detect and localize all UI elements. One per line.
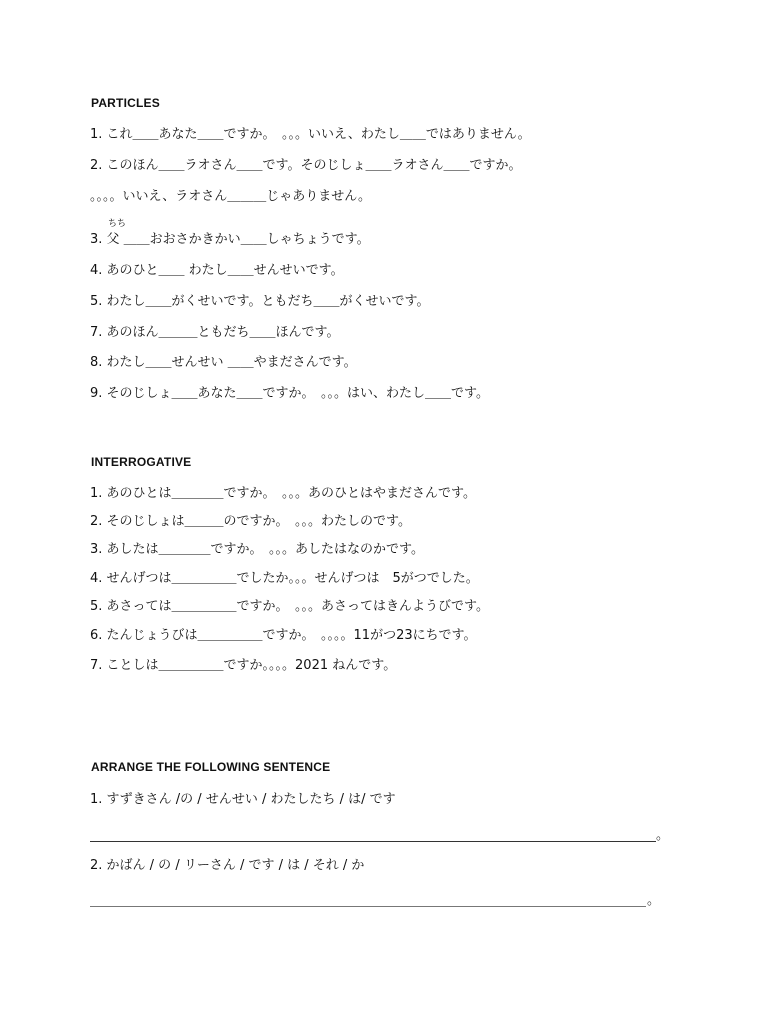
interrogative-heading: INTERROGATIVE bbox=[91, 455, 192, 469]
particles-question-7: 7. あのほん＿＿＿ともだち＿＿ほんです。 bbox=[90, 325, 340, 340]
interrogative-question-7: 7. ことしは＿＿＿＿＿ですか。。。。2021 ねんです。 bbox=[90, 658, 397, 673]
particles-question-5: 5. わたし＿＿がくせいです。ともだち＿＿がくせいです。 bbox=[90, 294, 430, 309]
arrange-item-2-period: 。 bbox=[647, 893, 661, 908]
arrange-item-1: 1. すずきさん /の / せんせい / わたしたち / は/ です bbox=[90, 792, 396, 807]
particles-question-9: 9. そのじしょ＿＿あなた＿＿ですか。 。。。はい、わたし＿＿です。 bbox=[90, 386, 489, 401]
particles-question-1: 1. これ＿＿あなた＿＿ですか。 。。。いいえ、わたし＿＿ではありません。 bbox=[90, 127, 531, 142]
interrogative-question-5: 5. あさっては＿＿＿＿＿ですか。 。。。あさってはきんようびです。 bbox=[90, 599, 489, 614]
interrogative-question-3: 3. あしたは＿＿＿＿ですか。 。。。あしたはなのかです。 bbox=[90, 542, 424, 557]
arrange-item-1-period: 。 bbox=[656, 828, 670, 843]
particles-question-3: 3. 父 ＿＿おおさかきかい＿＿しゃちょうです。 bbox=[90, 232, 370, 247]
particles-question-8: 8. わたし＿＿せんせい ＿＿やまださんです。 bbox=[90, 355, 357, 370]
particles-heading: PARTICLES bbox=[91, 96, 160, 110]
furigana-chichi: ちち bbox=[108, 219, 127, 229]
interrogative-question-6: 6. たんじょうびは＿＿＿＿＿ですか。 。。。。11がつ23にちです。 bbox=[90, 628, 477, 643]
arrange-answer-line-2 bbox=[90, 906, 646, 907]
particles-question-2-answer: 。。。。いいえ、ラオさん＿＿＿じゃありません。 bbox=[90, 189, 372, 204]
interrogative-question-2: 2. そのじしょは＿＿＿のですか。 。。。わたしのです。 bbox=[90, 514, 411, 529]
interrogative-question-4: 4. せんげつは＿＿＿＿＿でしたか。。。せんげつは 5がつでした。 bbox=[90, 571, 479, 586]
particles-question-4: 4. あのひと＿＿ わたし＿＿せんせいです。 bbox=[90, 263, 344, 278]
arrange-answer-line-1 bbox=[90, 841, 656, 842]
arrange-heading: ARRANGE THE FOLLOWING SENTENCE bbox=[91, 760, 331, 774]
interrogative-question-1: 1. あのひとは＿＿＿＿ですか。 。。。あのひとはやまださんです。 bbox=[90, 486, 476, 501]
particles-question-2: 2. このほん＿＿ラオさん＿＿です。そのじしょ＿＿ラオさん＿＿ですか。 bbox=[90, 158, 522, 173]
arrange-item-2: 2. かばん / の / リーさん / です / は / それ / か bbox=[90, 858, 365, 873]
